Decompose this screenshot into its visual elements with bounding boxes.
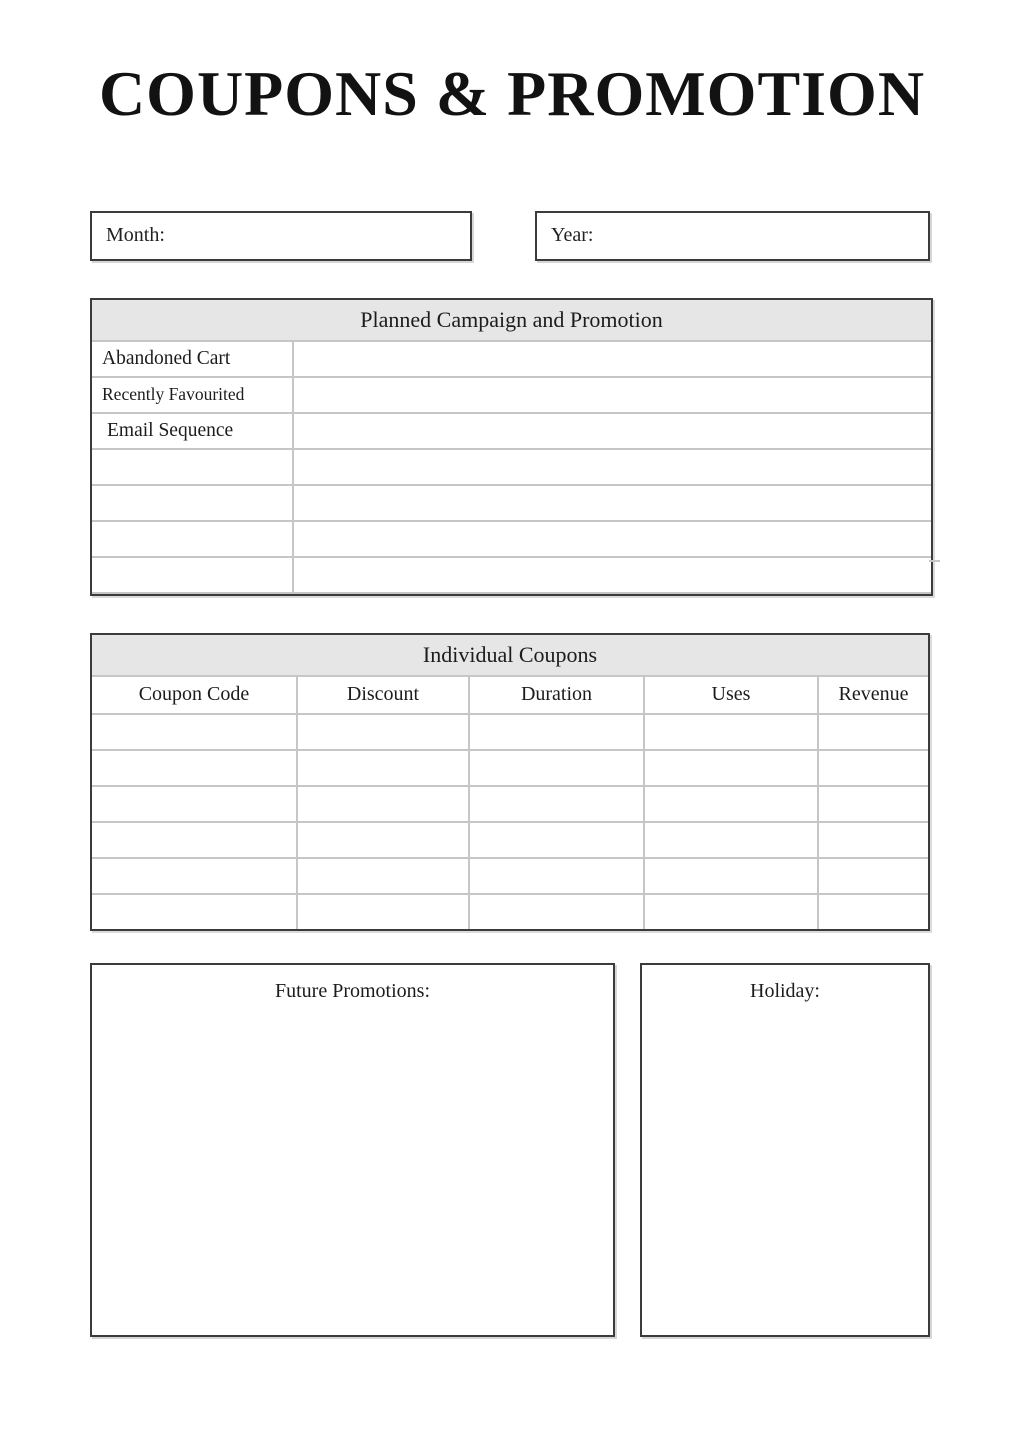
campaign-row-label: Recently Favourited [92, 378, 294, 412]
campaign-row-value[interactable] [294, 522, 931, 556]
uses-cell[interactable] [645, 715, 819, 749]
campaign-row-label [92, 522, 294, 556]
revenue-cell[interactable] [819, 859, 928, 893]
table-row [92, 859, 928, 895]
future-promotions-box[interactable] [90, 963, 615, 1337]
individual-coupons-table [90, 633, 930, 931]
duration-cell[interactable] [470, 787, 645, 821]
revenue-cell[interactable] [819, 715, 928, 749]
duration-cell[interactable] [470, 823, 645, 857]
uses-cell[interactable] [645, 787, 819, 821]
notes-row [90, 963, 930, 1337]
discount-cell[interactable] [298, 895, 470, 929]
campaign-row-label [92, 450, 294, 484]
column-header-uses: Uses [645, 677, 819, 713]
duration-cell[interactable] [470, 859, 645, 893]
campaign-row-value[interactable] [294, 378, 931, 412]
coupon-code-cell[interactable] [92, 751, 298, 785]
month-year-row [90, 211, 930, 261]
coupon-code-cell[interactable] [92, 859, 298, 893]
year-field[interactable] [535, 211, 930, 261]
planned-campaign-table [90, 298, 933, 596]
discount-cell[interactable] [298, 787, 470, 821]
individual-coupons-table-title: Individual Coupons [92, 635, 928, 677]
campaign-row-label [92, 486, 294, 520]
campaign-row-label: Email Sequence [92, 414, 294, 448]
uses-cell[interactable] [645, 823, 819, 857]
campaign-row-label: Abandoned Cart [92, 342, 294, 376]
table-row [92, 558, 931, 594]
discount-cell[interactable] [298, 823, 470, 857]
discount-cell[interactable] [298, 751, 470, 785]
gridline-overflow-artifact [929, 560, 940, 562]
month-field[interactable] [90, 211, 472, 261]
duration-cell[interactable] [470, 715, 645, 749]
table-row [92, 450, 931, 486]
uses-cell[interactable] [645, 895, 819, 929]
table-row [92, 486, 931, 522]
revenue-cell[interactable] [819, 895, 928, 929]
coupon-code-cell[interactable] [92, 787, 298, 821]
campaign-row-value[interactable] [294, 450, 931, 484]
table-row [92, 751, 928, 787]
column-header-discount: Discount [298, 677, 470, 713]
coupon-code-cell[interactable] [92, 715, 298, 749]
revenue-cell[interactable] [819, 823, 928, 857]
holiday-box[interactable] [640, 963, 930, 1337]
uses-cell[interactable] [645, 859, 819, 893]
discount-cell[interactable] [298, 859, 470, 893]
campaign-row-value[interactable] [294, 558, 931, 592]
column-header-coupon-code: Coupon Code [92, 677, 298, 713]
table-row [92, 715, 928, 751]
campaign-row-label [92, 558, 294, 592]
table-row [92, 522, 931, 558]
campaign-row-value[interactable] [294, 342, 931, 376]
coupon-code-cell[interactable] [92, 823, 298, 857]
campaign-row-value[interactable] [294, 486, 931, 520]
coupons-column-headers [92, 677, 928, 715]
revenue-cell[interactable] [819, 751, 928, 785]
future-promotions-label: Future Promotions: [274, 979, 430, 1002]
table-row [92, 787, 928, 823]
duration-cell[interactable] [470, 895, 645, 929]
table-row [92, 378, 931, 414]
coupon-code-cell[interactable] [92, 895, 298, 929]
holiday-label: Holiday: [750, 979, 820, 1002]
table-row [92, 823, 928, 859]
year-label: Year: [551, 224, 594, 247]
table-row [92, 414, 931, 450]
planned-campaign-table-title: Planned Campaign and Promotion [92, 300, 931, 342]
discount-cell[interactable] [298, 715, 470, 749]
duration-cell[interactable] [470, 751, 645, 785]
revenue-cell[interactable] [819, 787, 928, 821]
column-header-duration: Duration [470, 677, 645, 713]
campaign-row-value[interactable] [294, 414, 931, 448]
table-row [92, 342, 931, 378]
page-title: COUPONS & PROMOTION [98, 58, 926, 129]
column-header-revenue: Revenue [838, 683, 909, 706]
month-label: Month: [106, 224, 165, 247]
table-row [92, 895, 928, 929]
uses-cell[interactable] [645, 751, 819, 785]
